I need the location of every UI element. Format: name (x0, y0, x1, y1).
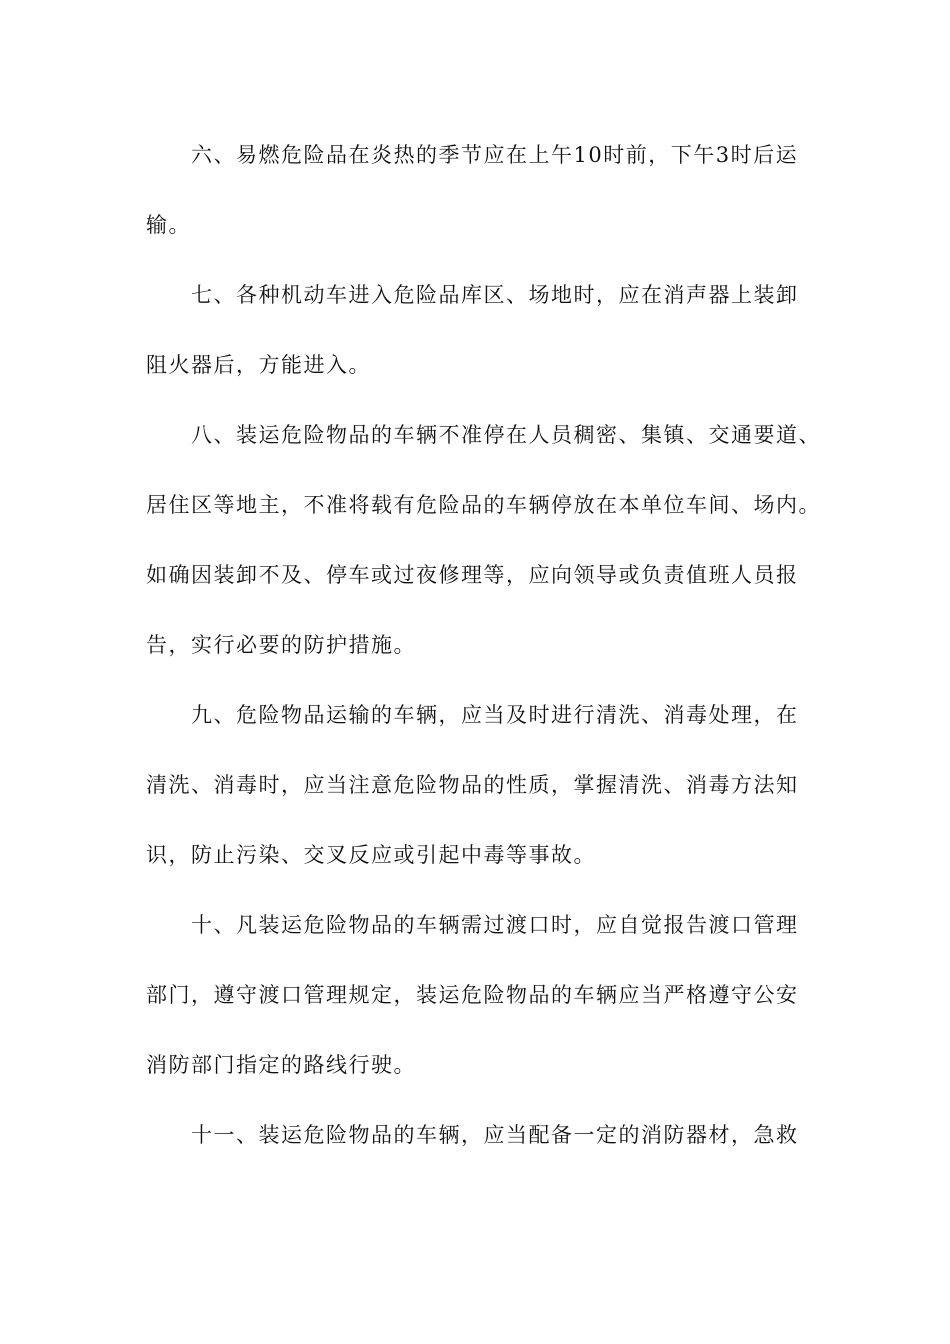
paragraph-line-item-8: 八、装运危险物品的车辆不准停在人员稠密、集镇、交通要道、 (191, 423, 821, 447)
document-body (146, 129, 821, 1179)
paragraph-line: 阻火器后，方能进入。 (146, 353, 371, 377)
paragraph-line-item-9: 九、危险物品运输的车辆，应当及时进行清洗、消毒处理，在 (191, 703, 799, 727)
paragraph-line: 部门，遵守渡口管理规定，装运危险物品的车辆应当严格遵守公安 (146, 983, 799, 1007)
paragraph-line-item-11: 十一、装运危险物品的车辆，应当配备一定的消防器材，急救 (191, 1123, 799, 1147)
paragraph-line: 如确因装卸不及、停车或过夜修理等，应向领导或负责值班人员报 (146, 563, 799, 587)
paragraph-line-item-7: 七、各种机动车进入危险品库区、场地时，应在消声器上装卸 (191, 283, 799, 307)
paragraph-line-item-10: 十、凡装运危险物品的车辆需过渡口时，应自觉报告渡口管理 (191, 913, 799, 937)
paragraph-line: 消防部门指定的路线行驶。 (146, 1053, 416, 1077)
paragraph-line: 清洗、消毒时，应当注意危险物品的性质，掌握清洗、消毒方法知 (146, 773, 799, 797)
paragraph-line: 输。 (146, 213, 191, 237)
paragraph-line-item-6: 六、易燃危险品在炎热的季节应在上午10时前，下午3时后运 (191, 143, 799, 167)
paragraph-line: 识，防止污染、交叉反应或引起中毒等事故。 (146, 843, 596, 867)
paragraph-line: 居住区等地主，不准将载有危险品的车辆停放在本单位车间、场内。 (146, 493, 821, 517)
paragraph-line: 告，实行必要的防护措施。 (146, 633, 416, 657)
